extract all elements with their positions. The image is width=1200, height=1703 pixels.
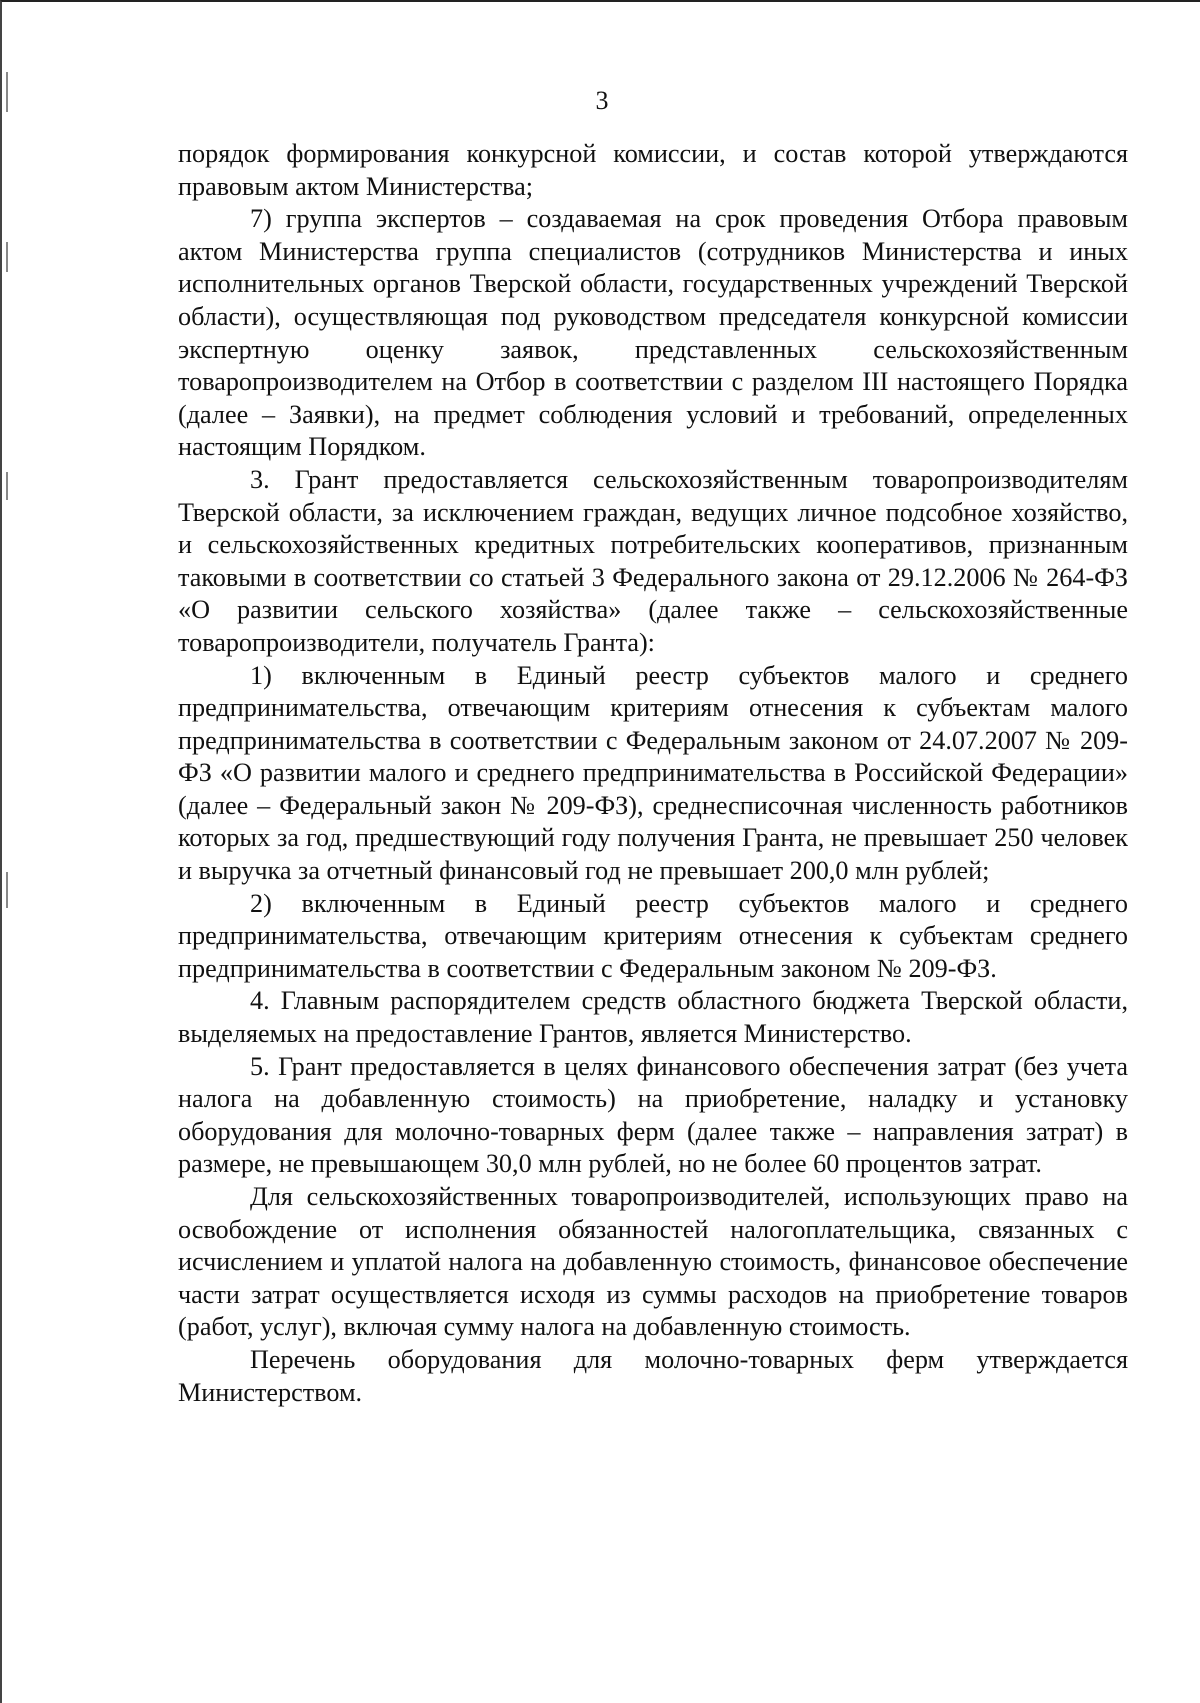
paragraph: Перечень оборудования для молочно-товарных ферм утверждается Министерством. <box>178 1344 1128 1407</box>
paragraph: 4. Главным распорядителем средств областного бюджета Тверской области, выделяемых на предоставление Грантов, является Министерство. <box>178 986 1128 1049</box>
paragraph: 3. Грант предоставляется сельскохозяйственным товаропроизводителям Тверской области, за исключением граждан, ведущих личное подсобное хозяйство, и сельскохозяйственных кредитных потребительских кооперативов, признанным таковыми в соответствии со статьей 3 Федерального закона от 29.12.2006 № 264-ФЗ «О развитии сельского хозяйства» (далее также – сельскохозяйственные товаропроизводители, получатель Гранта): <box>178 464 1128 657</box>
scan-artifact <box>6 242 8 272</box>
paragraph: порядок формирования конкурсной комиссии, и состав которой утверждаются правовым актом Министерства; <box>178 139 1128 201</box>
scan-artifact <box>6 72 8 112</box>
scan-artifact <box>6 472 8 500</box>
document-body <box>178 138 1128 1409</box>
scan-artifact <box>6 872 8 908</box>
paragraph: 5. Грант предоставляется в целях финансового обеспечения затрат (без учета налога на добавленную стоимость) на приобретение, наладку и установку оборудования для молочно-товарных ферм (далее также – направления затрат) в размере, не превышающем 30,0 млн рублей, но не более 60 процентов затрат. <box>178 1051 1128 1179</box>
paragraph: 2) включенным в Единый реестр субъектов малого и среднего предпринимательства, отвечающим критериям отнесения к субъектам среднего предпринимательства в соответствии с Федеральным законом № 209-ФЗ. <box>178 888 1128 983</box>
page-number: 3 <box>595 86 609 115</box>
paragraph: 1) включенным в Единый реестр субъектов малого и среднего предпринимательства, отвечающим критериям отнесения к субъектам малого предпринимательства в соответствии с Федеральным законом от 24.07.2007 № 209-ФЗ «О развитии малого и среднего предпринимательства в Российской Федерации» (далее – Федеральный закон № 209-ФЗ), среднесписочная численность работников которых за год, предшествующий году получения Гранта, не превышает 250 человек и выручка за отчетный финансовый год не превышает 200,0 млн рублей; <box>178 660 1128 886</box>
paragraph: 7) группа экспертов – создаваемая на срок проведения Отбора правовым актом Министерства группа специалистов (сотрудников Министерства и иных исполнительных органов Тверской области, государственных учреждений Тверской области), осуществляющая под руководством председателя конкурсной комиссии экспертную оценку заявок, представленных сельскохозяйственным товаропроизводителем на Отбор в соответствии с разделом III настоящего Порядка (далее – Заявки), на предмет соблюдения условий и требований, определенных настоящим Порядком. <box>178 204 1128 462</box>
paragraph: Для сельскохозяйственных товаропроизводителей, использующих право на освобождение от исполнения обязанностей налогоплательщика, связанных с исчислением и уплатой налога на добавленную стоимость, финансовое обеспечение части затрат осуществляется исходя из суммы расходов на приобретение товаров (работ, услуг), включая сумму налога на добавленную стоимость. <box>178 1182 1128 1342</box>
